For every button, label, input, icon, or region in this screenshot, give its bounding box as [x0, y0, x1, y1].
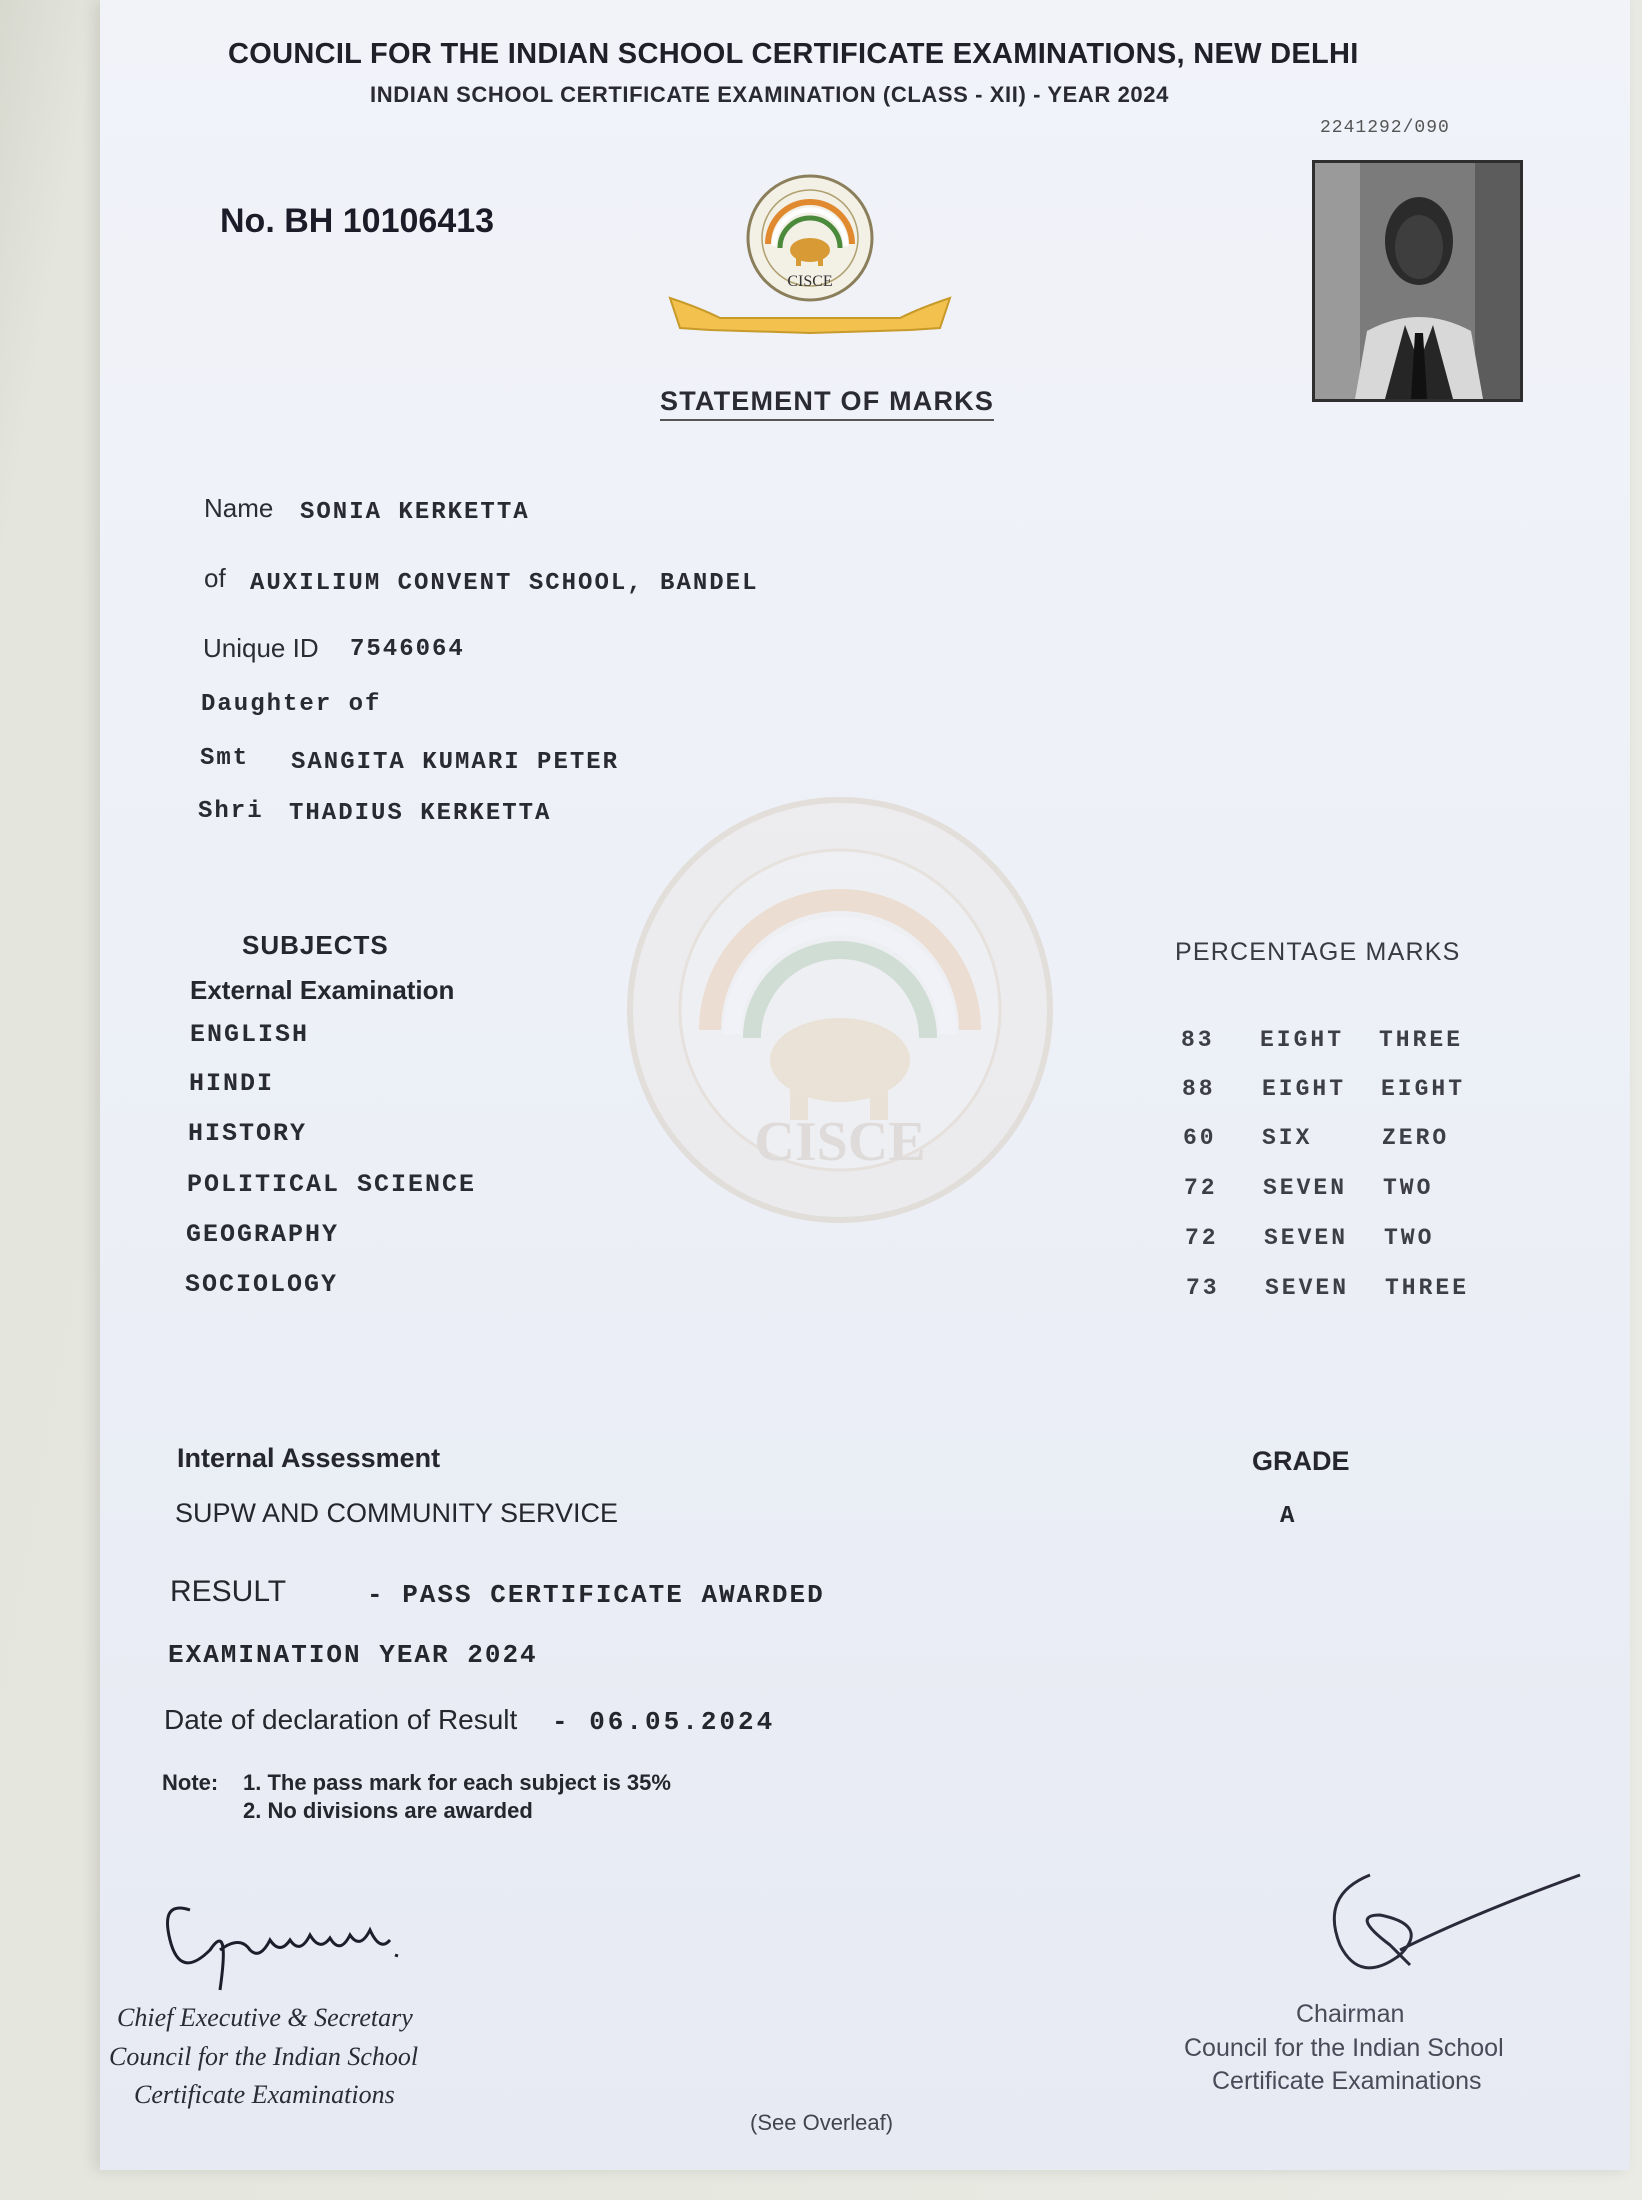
marks-statement-sheet — [100, 0, 1630, 2170]
secretary-title: Chief Executive & Secretary — [117, 2003, 413, 2032]
see-overleaf-note: (See Overleaf) — [750, 2110, 894, 2135]
serial-code: 2241292/090 — [1320, 118, 1450, 138]
marks-figure: 88 — [1182, 1076, 1216, 1102]
marks-word-units: EIGHT — [1381, 1076, 1466, 1102]
subject-name: SOCIOLOGY — [185, 1270, 339, 1299]
marks-figure: 72 — [1184, 1175, 1218, 1201]
result-label: RESULT — [170, 1575, 287, 1608]
cisce-emblem-icon — [660, 158, 960, 358]
note-label: Note: — [162, 1770, 219, 1795]
marks-word-tens: SEVEN — [1263, 1175, 1348, 1201]
supw-subject: SUPW AND COMMUNITY SERVICE — [175, 1498, 619, 1528]
secretary-council-line: Council for the Indian School — [109, 2042, 419, 2071]
emblem-text: CISCE — [787, 273, 833, 290]
secretary-signature-icon — [150, 1880, 430, 2010]
exam-line: INDIAN SCHOOL CERTIFICATE EXAMINATION (CLASS - XII) - YEAR 2024 — [370, 82, 1169, 107]
chairman-council-line: Council for the Indian School — [1184, 2034, 1504, 2062]
candidate-name: SONIA KERKETTA — [300, 499, 530, 526]
note-item: 1. The pass mark for each subject is 35% — [243, 1770, 671, 1795]
marks-word-units: TWO — [1384, 1225, 1435, 1251]
mother-name: SANGITA KUMARI PETER — [291, 749, 620, 776]
marks-figure: 72 — [1185, 1225, 1219, 1251]
examination-year: EXAMINATION YEAR 2024 — [168, 1640, 538, 1670]
candidate-photo — [1312, 160, 1523, 402]
marks-figure: 73 — [1186, 1275, 1220, 1301]
chairman-signature-icon — [1250, 1855, 1590, 2005]
subjects-heading: SUBJECTS — [242, 930, 389, 960]
chairman-title: Chairman — [1296, 2000, 1405, 2028]
mother-label: Smt — [200, 745, 250, 772]
svg-text:CISCE: CISCE — [754, 1111, 926, 1173]
marks-word-units: THREE — [1385, 1275, 1470, 1301]
school-name: AUXILIUM CONVENT SCHOOL, BANDEL — [250, 570, 759, 597]
note-item: 2. No divisions are awarded — [243, 1798, 533, 1823]
declaration-date: - 06.05.2024 — [552, 1707, 776, 1737]
marks-word-tens: EIGHT — [1262, 1076, 1347, 1102]
marks-word-units: THREE — [1379, 1027, 1464, 1053]
grade-heading: GRADE — [1252, 1446, 1350, 1476]
marks-word-tens: EIGHT — [1260, 1027, 1345, 1053]
external-exam-heading: External Examination — [190, 975, 455, 1005]
father-label: Shri — [198, 798, 264, 825]
certificate-number: No. BH 10106413 — [220, 202, 495, 240]
secretary-council-line: Certificate Examinations — [134, 2080, 395, 2109]
marks-word-units: TWO — [1383, 1175, 1434, 1201]
marks-word-units: ZERO — [1382, 1125, 1450, 1151]
subject-name: ENGLISH — [190, 1020, 310, 1049]
school-label: of — [204, 563, 226, 593]
relation-label: Daughter of — [201, 691, 382, 718]
internal-assessment-heading: Internal Assessment — [177, 1443, 441, 1473]
marks-word-tens: SEVEN — [1264, 1225, 1349, 1251]
marks-figure: 83 — [1181, 1027, 1215, 1053]
name-label: Name — [204, 493, 274, 523]
subject-name: HISTORY — [188, 1119, 308, 1148]
father-name: THADIUS KERKETTA — [289, 800, 552, 827]
marks-word-tens: SEVEN — [1265, 1275, 1350, 1301]
cisce-watermark-icon — [620, 790, 1060, 1230]
marks-word-tens: SIX — [1262, 1125, 1313, 1151]
subject-name: POLITICAL SCIENCE — [187, 1170, 477, 1199]
council-title: COUNCIL FOR THE INDIAN SCHOOL CERTIFICATE EXAMINATIONS, NEW DELHI — [228, 38, 1359, 70]
uid-value: 7546064 — [350, 636, 465, 663]
subject-name: HINDI — [189, 1069, 275, 1098]
result-value: - PASS CERTIFICATE AWARDED — [367, 1580, 825, 1610]
supw-grade: A — [1280, 1503, 1295, 1530]
declaration-label: Date of declaration of Result — [164, 1704, 518, 1735]
marks-figure: 60 — [1183, 1125, 1217, 1151]
percentage-marks-heading: PERCENTAGE MARKS — [1175, 938, 1461, 966]
uid-label: Unique ID — [203, 633, 319, 663]
chairman-council-line: Certificate Examinations — [1212, 2067, 1482, 2095]
document-title: STATEMENT OF MARKS — [660, 386, 994, 421]
subject-name: GEOGRAPHY — [186, 1220, 340, 1249]
